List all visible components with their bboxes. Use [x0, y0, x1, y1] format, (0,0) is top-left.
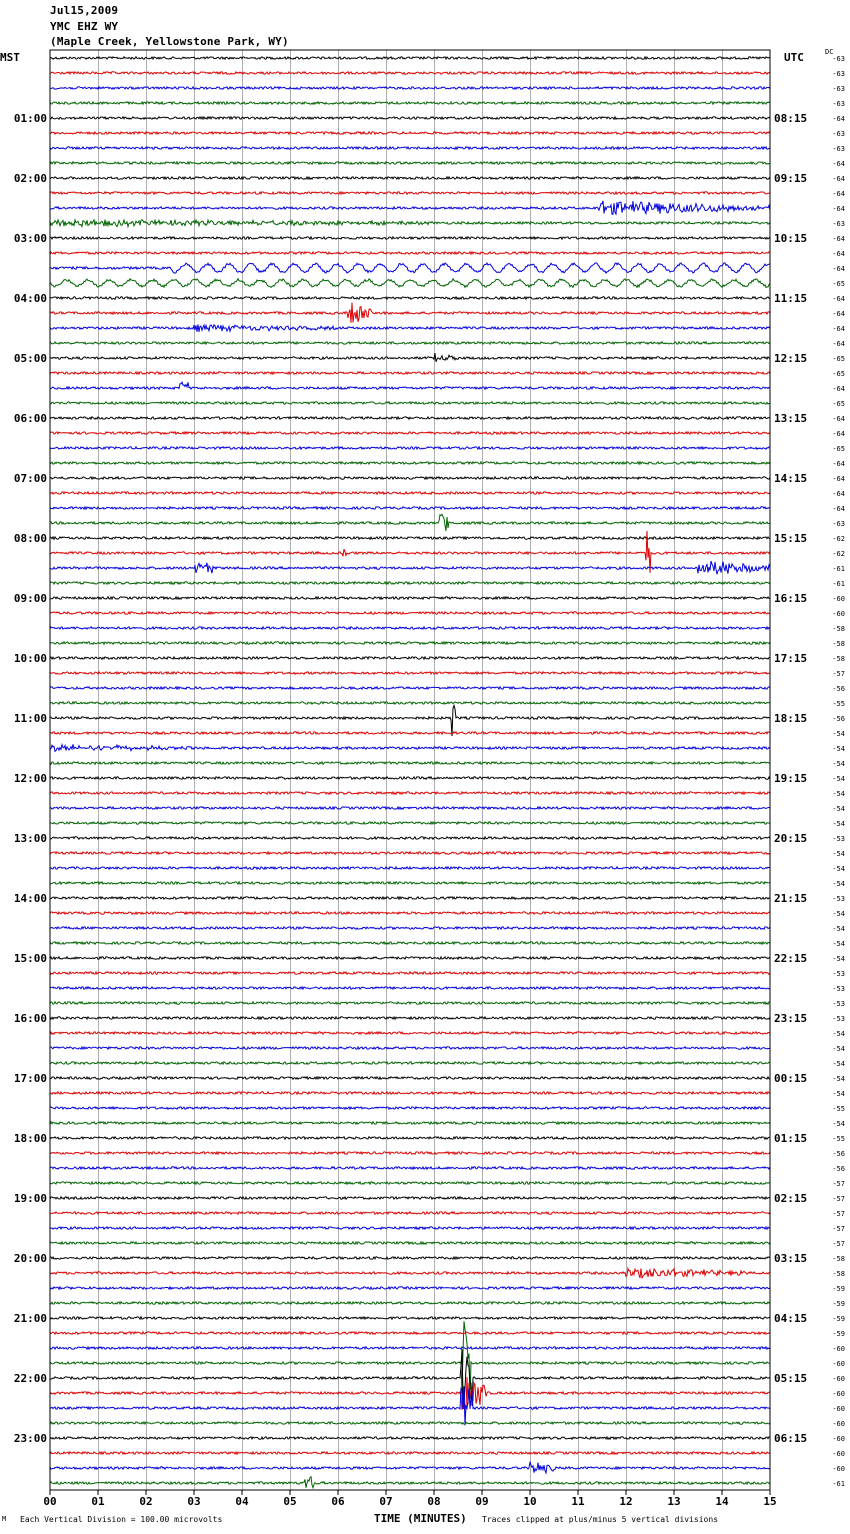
dc-offset-value: -63 [832, 145, 845, 153]
dc-offset-value: -60 [832, 1375, 845, 1383]
mst-hour-label: 23:00 [13, 1432, 47, 1445]
dc-offset-value: -60 [832, 1450, 845, 1458]
right-timezone-label: UTC [784, 51, 804, 64]
trace-row-83 [50, 1302, 770, 1304]
dc-offset-value: -55 [832, 1105, 845, 1113]
dc-offset-value: -58 [832, 1270, 845, 1278]
trace-row-58 [50, 927, 770, 929]
dc-offset-value: -63 [832, 55, 845, 63]
scale-text: Each Vertical Division = 100.00 microvolts [20, 1515, 223, 1524]
dc-offset-value: -60 [832, 610, 845, 618]
trace-row-51 [50, 822, 770, 824]
trace-row-18 [50, 324, 770, 331]
dc-offset-value: -54 [832, 760, 845, 768]
x-tick-label-8: 08 [427, 1495, 441, 1508]
dc-offset-value: -54 [832, 1120, 845, 1128]
trace-row-4 [50, 117, 770, 119]
mst-hour-label: 14:00 [13, 892, 47, 905]
x-tick-label-2: 02 [139, 1495, 153, 1508]
dc-offset-value: -54 [832, 820, 845, 828]
x-tick-label-1: 01 [91, 1495, 105, 1508]
dc-offset-value: -64 [832, 190, 845, 198]
utc-hour-label: 22:15 [774, 952, 808, 965]
mst-hour-label: 19:00 [13, 1192, 47, 1205]
mst-hour-label: 06:00 [13, 412, 47, 425]
trace-row-37 [50, 612, 770, 614]
dc-offset-value: -64 [832, 295, 845, 303]
trace-row-16 [50, 297, 770, 299]
dc-offset-value: -54 [832, 955, 845, 963]
utc-hour-label: 16:15 [774, 592, 808, 605]
trace-row-67 [50, 1062, 770, 1064]
utc-hour-label: 20:15 [774, 832, 808, 845]
dc-offset-value: -54 [832, 730, 845, 738]
trace-row-34 [50, 561, 770, 574]
dc-offset-value: -54 [832, 1075, 845, 1083]
dc-offset-value: -57 [832, 1210, 845, 1218]
x-tick-label-3: 03 [187, 1495, 201, 1508]
trace-row-9 [50, 192, 770, 194]
dc-offset-value: -64 [832, 325, 845, 333]
dc-offset-value: -61 [832, 1480, 845, 1488]
trace-row-60 [50, 957, 770, 959]
mst-hour-label: 13:00 [13, 832, 47, 845]
utc-hour-label: 00:15 [774, 1072, 808, 1085]
trace-row-11 [50, 220, 770, 227]
trace-row-3 [50, 102, 770, 104]
x-tick-label-15: 15 [763, 1495, 777, 1508]
dc-offset-value: -63 [832, 100, 845, 108]
dc-offset-value: -64 [832, 460, 845, 468]
scale-mark: M [2, 1515, 7, 1523]
trace-row-77 [50, 1212, 770, 1214]
dc-offset-value: -55 [832, 700, 845, 708]
trace-row-43 [50, 702, 770, 704]
dc-offset-value: -64 [832, 505, 845, 513]
trace-row-17 [50, 303, 770, 323]
trace-row-72 [50, 1137, 770, 1139]
dc-offset-value: -65 [832, 370, 845, 378]
dc-offset-value: -54 [832, 1030, 845, 1038]
dc-offset-value: -64 [832, 385, 845, 393]
x-tick-label-6: 06 [331, 1495, 345, 1508]
trace-row-64 [50, 1017, 770, 1019]
trace-row-62 [50, 987, 770, 989]
dc-offset-value: -64 [832, 235, 845, 243]
trace-row-10 [50, 201, 770, 215]
dc-offset-value: -60 [832, 1435, 845, 1443]
trace-row-59 [50, 942, 770, 944]
utc-hour-label: 13:15 [774, 412, 808, 425]
trace-row-6 [50, 147, 770, 149]
dc-offset-value: -56 [832, 1165, 845, 1173]
dc-offset-value: -60 [832, 1390, 845, 1398]
utc-hour-label: 08:15 [774, 112, 808, 125]
dc-offset-value: -55 [832, 1135, 845, 1143]
dc-offset-value: -60 [832, 1405, 845, 1413]
x-tick-label-11: 11 [571, 1495, 585, 1508]
x-tick-label-14: 14 [715, 1495, 729, 1508]
dc-offset-value: -54 [832, 910, 845, 918]
dc-offset-value: -64 [832, 310, 845, 318]
trace-row-0 [50, 57, 770, 59]
dc-offset-value: -61 [832, 565, 845, 573]
trace-row-21 [50, 372, 770, 374]
trace-row-22 [50, 382, 770, 389]
dc-offset-value: -57 [832, 1225, 845, 1233]
mst-hour-label: 20:00 [13, 1252, 47, 1265]
trace-row-86 [50, 1347, 770, 1349]
trace-row-81 [50, 1268, 770, 1278]
trace-row-52 [50, 837, 770, 839]
trace-row-19 [50, 342, 770, 344]
dc-offset-value: -54 [832, 865, 845, 873]
trace-row-71 [50, 1122, 770, 1124]
utc-hour-label: 06:15 [774, 1432, 808, 1445]
dc-offset-value: -63 [832, 85, 845, 93]
trace-row-78 [50, 1227, 770, 1229]
utc-hour-label: 17:15 [774, 652, 808, 665]
trace-row-44 [50, 705, 770, 736]
dc-offset-value: -54 [832, 850, 845, 858]
clip-text: Traces clipped at plus/minus 5 vertical divisions [482, 1515, 719, 1524]
dc-offset-value: -56 [832, 685, 845, 693]
mst-hour-label: 15:00 [13, 952, 47, 965]
trace-row-94 [50, 1462, 770, 1473]
mst-hour-label: 11:00 [13, 712, 47, 725]
trace-row-29 [50, 492, 770, 494]
dc-offset-value: -54 [832, 775, 845, 783]
dc-offset-value: -59 [832, 1285, 845, 1293]
dc-offset-value: -60 [832, 595, 845, 603]
mst-hour-label: 12:00 [13, 772, 47, 785]
utc-hour-label: 11:15 [774, 292, 808, 305]
dc-offset-value: -64 [832, 205, 845, 213]
dc-offset-value: -58 [832, 655, 845, 663]
dc-offset-value: -64 [832, 115, 845, 123]
trace-row-26 [50, 447, 770, 449]
trace-row-66 [50, 1047, 770, 1049]
x-tick-label-7: 07 [379, 1495, 393, 1508]
trace-row-40 [50, 657, 770, 659]
dc-offset-value: -58 [832, 640, 845, 648]
dc-offset-value: -64 [832, 160, 845, 168]
dc-offset-value: -64 [832, 175, 845, 183]
dc-offset-value: -53 [832, 970, 845, 978]
dc-offset-value: -65 [832, 355, 845, 363]
trace-row-93 [50, 1452, 770, 1454]
x-tick-label-5: 05 [283, 1495, 297, 1508]
dc-offset-value: -53 [832, 895, 845, 903]
mst-hour-label: 21:00 [13, 1312, 47, 1325]
dc-offset-value: -64 [832, 415, 845, 423]
trace-row-38 [50, 627, 770, 629]
trace-row-48 [50, 777, 770, 779]
dc-offset-value: -60 [832, 1345, 845, 1353]
x-axis-ticks [43, 1490, 776, 1508]
dc-offset-value: -65 [832, 280, 845, 288]
trace-row-88 [50, 1349, 770, 1405]
dc-offset-value: -54 [832, 1045, 845, 1053]
x-tick-label-0: 00 [43, 1495, 57, 1508]
dc-offset-value: -53 [832, 1015, 845, 1023]
mst-hour-label: 01:00 [13, 112, 47, 125]
utc-hour-label: 19:15 [774, 772, 808, 785]
mst-hour-label: 05:00 [13, 352, 47, 365]
trace-row-70 [50, 1107, 770, 1109]
trace-row-89 [50, 1377, 770, 1410]
dc-offset-value: -57 [832, 1240, 845, 1248]
trace-row-14 [50, 263, 770, 273]
dc-offset-value: -58 [832, 625, 845, 633]
dc-offset-value: -60 [832, 1360, 845, 1368]
dc-offset-value: -54 [832, 790, 845, 798]
dc-offset-value: -57 [832, 1195, 845, 1203]
trace-row-95 [50, 1477, 770, 1488]
mst-hour-label: 10:00 [13, 652, 47, 665]
trace-row-53 [50, 852, 770, 854]
trace-row-47 [50, 762, 770, 764]
left-timezone-label: MST [0, 51, 20, 64]
dc-offset-value: -65 [832, 445, 845, 453]
trace-row-12 [50, 237, 770, 239]
dc-offset-value: -54 [832, 925, 845, 933]
trace-row-36 [50, 597, 770, 599]
dc-offset-value: -60 [832, 1465, 845, 1473]
trace-rows [50, 57, 770, 1488]
dc-offset-value: -59 [832, 1300, 845, 1308]
dc-offset-value: -54 [832, 1060, 845, 1068]
trace-row-39 [50, 642, 770, 644]
dc-offset-value: -64 [832, 340, 845, 348]
dc-offset-value: -56 [832, 715, 845, 723]
dc-offset-value: -58 [832, 1255, 845, 1263]
trace-row-69 [50, 1092, 770, 1094]
dc-offset-value: -56 [832, 1150, 845, 1158]
trace-row-13 [50, 252, 770, 254]
dc-offset-value: -64 [832, 250, 845, 258]
trace-row-61 [50, 972, 770, 974]
trace-row-68 [50, 1077, 770, 1079]
dc-offset-value: -53 [832, 985, 845, 993]
trace-row-76 [50, 1197, 770, 1199]
dc-offset-value: -54 [832, 745, 845, 753]
trace-row-2 [50, 87, 770, 89]
dc-offset-value: -62 [832, 535, 845, 543]
utc-hour-label: 12:15 [774, 352, 808, 365]
trace-row-91 [50, 1422, 770, 1424]
mst-hour-label: 02:00 [13, 172, 47, 185]
trace-row-73 [50, 1152, 770, 1154]
utc-hour-label: 18:15 [774, 712, 808, 725]
trace-row-32 [50, 537, 770, 539]
dc-offset-value: -61 [832, 580, 845, 588]
trace-row-49 [50, 792, 770, 794]
trace-row-15 [50, 279, 770, 288]
dc-offset-value: -63 [832, 130, 845, 138]
trace-row-24 [50, 417, 770, 419]
mst-hour-label: 08:00 [13, 532, 47, 545]
trace-row-1 [50, 72, 770, 74]
trace-row-41 [50, 672, 770, 674]
trace-row-63 [50, 1002, 770, 1004]
trace-row-7 [50, 162, 770, 164]
trace-row-45 [50, 732, 770, 734]
dc-offset-value: -64 [832, 490, 845, 498]
utc-hour-label: 04:15 [774, 1312, 808, 1325]
station-code: YMC EHZ WY [50, 20, 119, 33]
trace-row-85 [50, 1332, 770, 1334]
dc-header: DC [825, 48, 834, 56]
station-location: (Maple Creek, Yellowstone Park, WY) [50, 35, 289, 48]
mst-hour-label: 03:00 [13, 232, 47, 245]
trace-row-92 [50, 1437, 770, 1439]
mst-hour-label: 18:00 [13, 1132, 47, 1145]
x-tick-label-4: 04 [235, 1495, 249, 1508]
dc-offset-value: -57 [832, 1180, 845, 1188]
mst-hour-label: 04:00 [13, 292, 47, 305]
x-axis-label: TIME (MINUTES) [374, 1512, 467, 1525]
utc-hour-label: 03:15 [774, 1252, 808, 1265]
trace-row-23 [50, 402, 770, 404]
trace-row-28 [50, 477, 770, 479]
dc-offset-value: -64 [832, 265, 845, 273]
trace-row-35 [50, 582, 770, 584]
dc-offset-value: -63 [832, 520, 845, 528]
trace-row-25 [50, 432, 770, 434]
dc-offset-value: -54 [832, 805, 845, 813]
dc-offset-value: -62 [832, 550, 845, 558]
trace-row-8 [50, 177, 770, 179]
trace-row-56 [50, 897, 770, 899]
x-tick-label-12: 12 [619, 1495, 633, 1508]
mst-hour-label: 07:00 [13, 472, 47, 485]
dc-offset-value: -63 [832, 70, 845, 78]
utc-hour-label: 15:15 [774, 532, 808, 545]
trace-row-55 [50, 882, 770, 884]
dc-offset-value: -64 [832, 475, 845, 483]
utc-hour-label: 02:15 [774, 1192, 808, 1205]
dc-offset-value: -63 [832, 220, 845, 228]
trace-row-75 [50, 1182, 770, 1184]
utc-hour-label: 14:15 [774, 472, 808, 485]
trace-row-42 [50, 687, 770, 689]
dc-offset-value: -65 [832, 400, 845, 408]
dc-offset-value: -57 [832, 670, 845, 678]
trace-row-27 [50, 462, 770, 464]
trace-row-31 [50, 514, 770, 531]
x-tick-label-10: 10 [523, 1495, 537, 1508]
trace-row-50 [50, 807, 770, 809]
trace-row-46 [50, 744, 770, 751]
utc-hour-label: 23:15 [774, 1012, 808, 1025]
dc-offset-value: -53 [832, 835, 845, 843]
dc-offset-value: -59 [832, 1315, 845, 1323]
utc-hour-label: 10:15 [774, 232, 808, 245]
mst-hour-label: 22:00 [13, 1372, 47, 1385]
utc-hour-label: 21:15 [774, 892, 808, 905]
trace-row-5 [50, 132, 770, 134]
dc-offset-value: -59 [832, 1330, 845, 1338]
trace-row-82 [50, 1287, 770, 1289]
trace-row-84 [50, 1317, 770, 1319]
trace-row-65 [50, 1032, 770, 1034]
dc-offset-value: -54 [832, 880, 845, 888]
utc-hour-label: 09:15 [774, 172, 808, 185]
trace-row-30 [50, 507, 770, 509]
trace-row-54 [50, 867, 770, 869]
trace-row-57 [50, 912, 770, 914]
trace-row-79 [50, 1242, 770, 1244]
x-tick-label-13: 13 [667, 1495, 681, 1508]
dc-offset-value: -54 [832, 940, 845, 948]
utc-hour-label: 05:15 [774, 1372, 808, 1385]
dc-offset-value: -64 [832, 430, 845, 438]
record-date: Jul15,2009 [50, 4, 119, 17]
mst-hour-label: 09:00 [13, 592, 47, 605]
trace-row-74 [50, 1167, 770, 1169]
mst-hour-label: 16:00 [13, 1012, 47, 1025]
utc-hour-label: 01:15 [774, 1132, 808, 1145]
dc-offset-value: -60 [832, 1420, 845, 1428]
trace-row-80 [50, 1257, 770, 1259]
trace-row-20 [50, 353, 770, 362]
dc-offset-value: -53 [832, 1000, 845, 1008]
x-tick-label-9: 09 [475, 1495, 489, 1508]
mst-hour-label: 17:00 [13, 1072, 47, 1085]
dc-offset-value: -54 [832, 1090, 845, 1098]
